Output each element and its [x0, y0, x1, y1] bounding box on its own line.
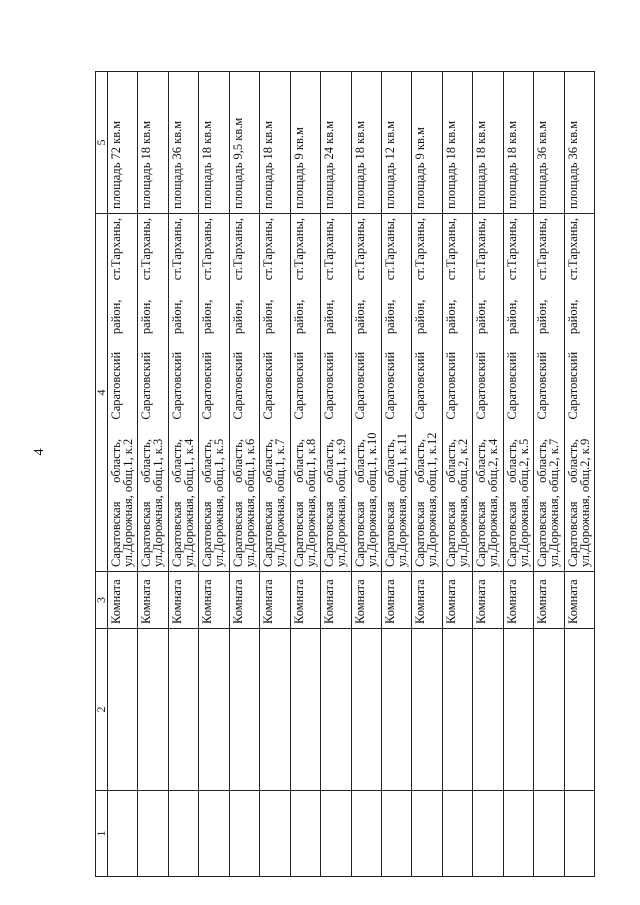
- settlement: ст.Тарханы,: [474, 218, 489, 281]
- raion-word: район,: [291, 299, 306, 335]
- district: Саратовский: [565, 351, 580, 420]
- cell-type: [260, 572, 290, 629]
- street-address: ул.Дорожная, общ.1, к.4: [181, 438, 196, 567]
- district: Саратовский: [504, 351, 519, 420]
- region-line: [232, 439, 244, 567]
- location-line: [506, 218, 518, 567]
- cell-location: [412, 214, 442, 572]
- area: площадь 18 кв.м: [200, 120, 215, 209]
- cell-number: [442, 791, 472, 877]
- cell-area: [168, 72, 198, 214]
- district: Саратовский: [382, 351, 397, 420]
- oblast-word: область,: [443, 439, 458, 483]
- district: Саратовский: [200, 351, 215, 420]
- cell-type: [168, 572, 198, 629]
- region: Саратовская: [413, 501, 428, 567]
- region: Саратовская: [261, 501, 276, 567]
- settlement: ст.Тарханы,: [109, 218, 123, 281]
- region: Саратовская: [535, 501, 550, 567]
- street-address: ул.Дорожная, общ.1, к.5: [212, 438, 227, 567]
- oblast-word: область,: [565, 439, 580, 483]
- header-col-3: 3: [96, 572, 108, 629]
- rotated-table-wrapper: [95, 72, 595, 877]
- district-line: [354, 300, 366, 420]
- district: Саратовский: [413, 351, 428, 420]
- location-line: [293, 218, 305, 567]
- table-row: [473, 72, 503, 877]
- cell-area: [412, 72, 442, 214]
- cell-location: [442, 214, 472, 572]
- room-type: Комната: [413, 579, 428, 624]
- cell-type: [412, 572, 442, 629]
- cell-name: [321, 629, 351, 791]
- table-row: [381, 72, 411, 877]
- table-row: [351, 72, 381, 877]
- room-type: Комната: [504, 579, 519, 624]
- settlement: ст.Тарханы,: [535, 218, 550, 281]
- region-line: [293, 439, 305, 567]
- room-type: Комната: [352, 579, 367, 624]
- cell-area: [260, 72, 290, 214]
- header-col-5: 5: [96, 72, 108, 214]
- raion-word: район,: [443, 299, 458, 335]
- district-line: [445, 300, 457, 420]
- location-line: [445, 218, 457, 567]
- oblast-word: область,: [230, 439, 245, 483]
- cell-type: [351, 572, 381, 629]
- room-type: Комната: [200, 579, 215, 624]
- oblast-word: область,: [413, 439, 428, 483]
- raion-word: район,: [474, 299, 489, 335]
- area: площадь 9 кв.м: [291, 127, 306, 209]
- settlement: ст.Тарханы,: [565, 218, 580, 281]
- cell-number: [473, 791, 503, 877]
- header-row: [96, 72, 108, 877]
- district-line: [262, 300, 274, 420]
- region: Саратовская: [139, 501, 154, 567]
- settlement: ст.Тарханы,: [200, 218, 215, 281]
- cell-name: [503, 629, 533, 791]
- oblast-word: область,: [322, 439, 337, 483]
- cell-number: [534, 791, 564, 877]
- oblast-word: область,: [261, 439, 276, 483]
- table-row: [534, 72, 564, 877]
- district-line: [506, 300, 518, 420]
- settlement: ст.Тарханы,: [169, 218, 184, 281]
- cell-name: [138, 629, 168, 791]
- settlement: ст.Тарханы,: [139, 218, 154, 281]
- location-line: [567, 218, 579, 567]
- area: площадь 18 кв.м: [352, 120, 367, 209]
- cell-name: [168, 629, 198, 791]
- cell-location: [260, 214, 290, 572]
- raion-word: район,: [504, 299, 519, 335]
- cell-number: [564, 791, 594, 877]
- cell-number: [381, 791, 411, 877]
- street-address: ул.Дорожная, общ.2, к.5: [516, 438, 531, 567]
- district: Саратовский: [474, 351, 489, 420]
- raion-word: район,: [382, 299, 397, 335]
- cell-name: [199, 629, 229, 791]
- street-address: ул.Дорожная, общ.1, к.2: [121, 438, 135, 567]
- header-col-2: 2: [96, 629, 108, 791]
- area: площадь 72 кв.м: [109, 120, 123, 209]
- district-line: [323, 300, 335, 420]
- table-body: [108, 72, 595, 877]
- cell-type: [290, 572, 320, 629]
- room-type: Комната: [230, 579, 245, 624]
- cell-number: [290, 791, 320, 877]
- district-line: [293, 300, 305, 420]
- region-line: [354, 439, 366, 567]
- room-type: Комната: [139, 579, 154, 624]
- area: площадь 9 кв.м: [413, 127, 428, 209]
- cell-type: [473, 572, 503, 629]
- district: Саратовский: [535, 351, 550, 420]
- cell-location: [168, 214, 198, 572]
- cell-number: [503, 791, 533, 877]
- cell-type: [108, 572, 138, 629]
- room-type: Комната: [291, 579, 306, 624]
- district: Саратовский: [109, 351, 123, 420]
- cell-location: [473, 214, 503, 572]
- district: Саратовский: [169, 351, 184, 420]
- room-type: Комната: [443, 579, 458, 624]
- street-address: ул.Дорожная, общ.1, к.9: [334, 438, 349, 567]
- room-type: Комната: [474, 579, 489, 624]
- region: Саратовская: [352, 501, 367, 567]
- oblast-word: область,: [504, 439, 519, 483]
- region: Саратовская: [291, 501, 306, 567]
- oblast-word: область,: [200, 439, 215, 483]
- raion-word: район,: [139, 299, 154, 335]
- settlement: ст.Тарханы,: [504, 218, 519, 281]
- raion-word: район,: [535, 299, 550, 335]
- oblast-word: область,: [169, 439, 184, 483]
- room-type: Комната: [565, 579, 580, 624]
- street-address: ул.Дорожная, общ.1, к.8: [303, 438, 318, 567]
- cell-area: [321, 72, 351, 214]
- oblast-word: область,: [535, 439, 550, 483]
- area: площадь 18 кв.м: [504, 120, 519, 209]
- cell-name: [564, 629, 594, 791]
- area: площадь 36 кв.м: [169, 120, 184, 209]
- cell-location: [381, 214, 411, 572]
- cell-number: [260, 791, 290, 877]
- district-line: [536, 300, 548, 420]
- oblast-word: область,: [139, 439, 154, 483]
- cell-location: [290, 214, 320, 572]
- room-type: Комната: [382, 579, 397, 624]
- district-line: [567, 300, 579, 420]
- cell-area: [503, 72, 533, 214]
- table-row: [168, 72, 198, 877]
- area: площадь 18 кв.м: [474, 120, 489, 209]
- raion-word: район,: [413, 299, 428, 335]
- settlement: ст.Тарханы,: [443, 218, 458, 281]
- area: площадь 12 кв.м: [382, 120, 397, 209]
- room-type: Комната: [322, 579, 337, 624]
- cell-area: [290, 72, 320, 214]
- table-row: [321, 72, 351, 877]
- district-line: [414, 300, 426, 420]
- area: площадь 18 кв.м: [443, 120, 458, 209]
- cell-name: [534, 629, 564, 791]
- cell-number: [138, 791, 168, 877]
- table-row: [503, 72, 533, 877]
- table-row: [442, 72, 472, 877]
- cell-area: [534, 72, 564, 214]
- region: Саратовская: [474, 501, 489, 567]
- district-line: [384, 300, 396, 420]
- cell-location: [138, 214, 168, 572]
- region: Саратовская: [169, 501, 184, 567]
- header-col-1: 1: [96, 791, 108, 877]
- district: Саратовский: [443, 351, 458, 420]
- area: площадь 18 кв.м: [261, 120, 276, 209]
- region-line: [567, 439, 579, 567]
- cell-location: [108, 214, 138, 572]
- room-type: Комната: [535, 579, 550, 624]
- property-table: [95, 71, 595, 877]
- cell-location: [229, 214, 259, 572]
- cell-number: [168, 791, 198, 877]
- street-address: ул.Дорожная, общ.1, к.7: [273, 438, 288, 567]
- cell-name: [442, 629, 472, 791]
- settlement: ст.Тарханы,: [322, 218, 337, 281]
- region: Саратовская: [504, 501, 519, 567]
- cell-name: [351, 629, 381, 791]
- cell-area: [108, 72, 138, 214]
- street-address: ул.Дорожная, общ.2, к.9: [577, 438, 592, 567]
- oblast-word: область,: [474, 439, 489, 483]
- raion-word: район,: [322, 299, 337, 335]
- page-number: 4: [32, 448, 47, 456]
- region: Саратовская: [200, 501, 215, 567]
- room-type: Комната: [169, 579, 184, 624]
- region: Саратовская: [109, 501, 123, 567]
- settlement: ст.Тарханы,: [413, 218, 428, 281]
- area: площадь 18 кв.м: [139, 120, 154, 209]
- street-address: ул.Дорожная, общ.1, к.11: [394, 433, 409, 567]
- oblast-word: область,: [291, 439, 306, 483]
- street-address: ул.Дорожная, общ.2, к.2: [455, 438, 470, 567]
- district-line: [475, 300, 487, 420]
- cell-name: [290, 629, 320, 791]
- cell-name: [473, 629, 503, 791]
- district: Саратовский: [352, 351, 367, 420]
- cell-name: [108, 629, 138, 791]
- cell-type: [229, 572, 259, 629]
- district-line: [110, 300, 122, 420]
- street-address: ул.Дорожная, общ.1, к.6: [242, 438, 257, 567]
- settlement: ст.Тарханы,: [382, 218, 397, 281]
- cell-area: [381, 72, 411, 214]
- street-address: ул.Дорожная, общ.2, к.4: [486, 438, 501, 567]
- oblast-word: область,: [352, 439, 367, 483]
- cell-location: [321, 214, 351, 572]
- room-type: Комната: [109, 579, 123, 624]
- district: Саратовский: [261, 351, 276, 420]
- street-address: ул.Дорожная, общ.1, к.3: [151, 438, 166, 567]
- settlement: ст.Тарханы,: [352, 218, 367, 281]
- cell-area: [351, 72, 381, 214]
- cell-type: [199, 572, 229, 629]
- cell-type: [534, 572, 564, 629]
- street-address: ул.Дорожная, общ.1, к.10: [364, 432, 379, 567]
- cell-type: [321, 572, 351, 629]
- table-row: [412, 72, 442, 877]
- table-row: [199, 72, 229, 877]
- cell-name: [412, 629, 442, 791]
- cell-type: [564, 572, 594, 629]
- region: Саратовская: [230, 501, 245, 567]
- district: Саратовский: [322, 351, 337, 420]
- cell-area: [473, 72, 503, 214]
- district-line: [171, 300, 183, 420]
- raion-word: район,: [230, 299, 245, 335]
- cell-number: [412, 791, 442, 877]
- raion-word: район,: [352, 299, 367, 335]
- table-row: [229, 72, 259, 877]
- cell-area: [442, 72, 472, 214]
- settlement: ст.Тарханы,: [291, 218, 306, 281]
- table-row: [108, 72, 138, 877]
- area: площадь 36 кв.м: [565, 120, 580, 209]
- district: Саратовский: [139, 351, 154, 420]
- cell-number: [229, 791, 259, 877]
- region-line: [445, 439, 457, 567]
- cell-name: [229, 629, 259, 791]
- cell-area: [229, 72, 259, 214]
- settlement: ст.Тарханы,: [230, 218, 245, 281]
- raion-word: район,: [261, 299, 276, 335]
- street-address: ул.Дорожная, общ.2, к.7: [547, 438, 562, 567]
- area: площадь 36 кв.м: [535, 120, 550, 209]
- cell-location: [534, 214, 564, 572]
- cell-name: [381, 629, 411, 791]
- cell-name: [260, 629, 290, 791]
- region-line: [506, 439, 518, 567]
- cell-area: [199, 72, 229, 214]
- cell-number: [199, 791, 229, 877]
- cell-number: [321, 791, 351, 877]
- area: площадь 24 кв.м: [322, 120, 337, 209]
- area: площадь 9,5 кв.м: [230, 117, 245, 209]
- cell-area: [564, 72, 594, 214]
- district: Саратовский: [291, 351, 306, 420]
- table-row: [260, 72, 290, 877]
- district-line: [140, 300, 152, 420]
- location-line: [354, 218, 366, 567]
- cell-type: [138, 572, 168, 629]
- room-type: Комната: [261, 579, 276, 624]
- region: Саратовская: [443, 501, 458, 567]
- table-row: [564, 72, 594, 877]
- cell-type: [381, 572, 411, 629]
- raion-word: район,: [109, 299, 123, 335]
- settlement: ст.Тарханы,: [261, 218, 276, 281]
- table-row: [290, 72, 320, 877]
- district: Саратовский: [230, 351, 245, 420]
- location-line: [232, 218, 244, 567]
- header-col-4: 4: [96, 214, 108, 572]
- cell-number: [108, 791, 138, 877]
- region: Саратовская: [322, 501, 337, 567]
- cell-type: [503, 572, 533, 629]
- oblast-word: область,: [382, 439, 397, 483]
- cell-type: [442, 572, 472, 629]
- cell-location: [564, 214, 594, 572]
- raion-word: район,: [169, 299, 184, 335]
- cell-location: [199, 214, 229, 572]
- cell-number: [351, 791, 381, 877]
- raion-word: район,: [565, 299, 580, 335]
- raion-word: район,: [200, 299, 215, 335]
- oblast-word: область,: [109, 439, 123, 483]
- district-line: [201, 300, 213, 420]
- cell-area: [138, 72, 168, 214]
- cell-location: [351, 214, 381, 572]
- region: Саратовская: [565, 501, 580, 567]
- cell-location: [503, 214, 533, 572]
- street-address: ул.Дорожная, общ.1, к.12: [425, 432, 440, 567]
- region: Саратовская: [382, 501, 397, 567]
- district-line: [232, 300, 244, 420]
- table-row: [138, 72, 168, 877]
